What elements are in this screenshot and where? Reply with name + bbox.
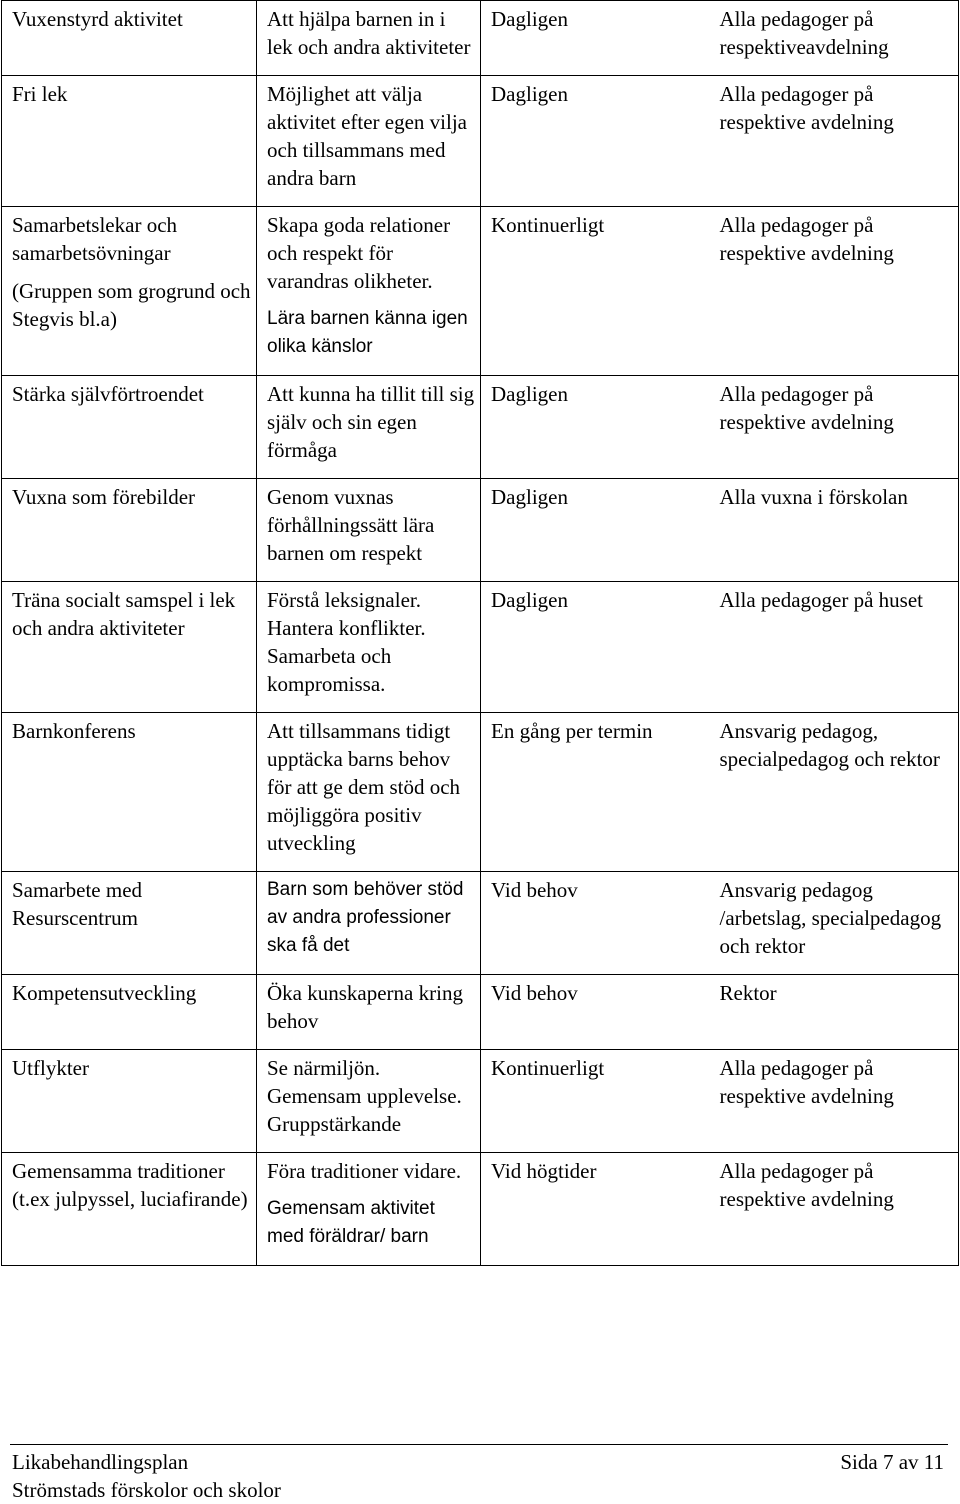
cell-activity-text: Barnkonferens: [12, 719, 136, 743]
cell-goal: [257, 1, 481, 76]
cell-responsible: [720, 376, 959, 479]
cell-responsible-text: Alla pedagoger på respektive avdelning: [719, 382, 894, 434]
cell-goal: [257, 582, 481, 713]
cell-goal: [257, 376, 481, 479]
cell-goal-text: Lära barnen känna igen olika känslor: [267, 308, 468, 357]
cell-activity-text: Samarbete med Resurscentrum: [12, 878, 143, 930]
footer-page-number: Sida 7 av 11: [840, 1450, 944, 1474]
cell-frequency: [481, 376, 720, 479]
cell-frequency: [481, 207, 720, 376]
cell-responsible: [720, 713, 959, 872]
cell-goal-text: Förstå leksignaler. Hantera konflikter. Samarbeta och kompromissa.: [267, 588, 426, 696]
cell-goal: [257, 479, 481, 582]
cell-activity: [2, 376, 257, 479]
cell-responsible: [720, 207, 959, 376]
cell-responsible: [720, 1050, 959, 1153]
cell-activity: [2, 207, 257, 376]
table-row: [2, 1153, 959, 1266]
cell-goal-text: Öka kunskaperna kring behov: [267, 981, 463, 1033]
footer-left: [12, 1448, 281, 1504]
table-row: [2, 1050, 959, 1153]
cell-frequency-text: Dagligen: [491, 382, 568, 406]
cell-responsible-text: Ansvarig pedagog, specialpedagog och rektor: [719, 719, 940, 771]
cell-frequency-text: En gång per termin: [491, 719, 653, 743]
cell-goal: [257, 1153, 481, 1266]
table-row: [2, 376, 959, 479]
cell-goal: [257, 1050, 481, 1153]
cell-activity-text: Utflykter: [12, 1056, 89, 1080]
table-row: [2, 76, 959, 207]
footer-organization: Strömstads förskolor och skolor: [12, 1478, 281, 1502]
cell-frequency-text: Dagligen: [491, 485, 568, 509]
table-row: [2, 207, 959, 376]
cell-responsible-text: Alla pedagoger på respektive avdelning: [719, 82, 894, 134]
cell-goal-text: Föra traditioner vidare.: [267, 1159, 462, 1183]
cell-goal-text: Genom vuxnas förhållningssätt lära barnen om respekt: [267, 485, 435, 565]
cell-activity-text: Stärka självförtroendet: [12, 382, 204, 406]
cell-responsible-text: Alla pedagoger på respektive avdelning: [719, 1056, 894, 1108]
cell-responsible-text: Rektor: [719, 981, 777, 1005]
cell-goal: [257, 76, 481, 207]
cell-frequency: [481, 582, 720, 713]
cell-responsible: [720, 975, 959, 1050]
cell-frequency-text: Kontinuerligt: [491, 1056, 605, 1080]
cell-activity: [2, 1050, 257, 1153]
cell-frequency: [481, 1050, 720, 1153]
cell-activity: [2, 713, 257, 872]
cell-frequency-text: Vid behov: [491, 981, 578, 1005]
cell-goal: [257, 872, 481, 975]
cell-goal-text: Gemensam aktivitet med föräldrar/ barn: [267, 1198, 435, 1247]
cell-goal-text: Att kunna ha tillit till sig själv och sin egen förmåga: [267, 382, 475, 462]
cell-responsible-text: Alla pedagoger på respektive avdelning: [719, 213, 894, 265]
cell-goal-text: Att hjälpa barnen in i lek och andra aktiviteter: [267, 7, 471, 59]
cell-responsible: [720, 479, 959, 582]
footer-document-title: Likabehandlingsplan: [12, 1450, 189, 1474]
cell-frequency-text: Dagligen: [491, 7, 568, 31]
table-row: [2, 479, 959, 582]
cell-frequency-text: Dagligen: [491, 588, 568, 612]
cell-frequency-text: Vid behov: [491, 878, 578, 902]
cell-activity-text: Träna socialt samspel i lek och andra aktiviteter: [12, 588, 236, 640]
cell-activity: [2, 975, 257, 1050]
cell-frequency: [481, 1, 720, 76]
cell-frequency: [481, 479, 720, 582]
cell-responsible-text: Alla vuxna i förskolan: [719, 485, 908, 509]
cell-goal-text: Möjlighet att välja aktivitet efter egen vilja och tillsammans med andra barn: [267, 82, 467, 190]
cell-activity: [2, 1153, 257, 1266]
cell-frequency-text: Dagligen: [491, 82, 568, 106]
table-row: [2, 975, 959, 1050]
table-row: [2, 1, 959, 76]
cell-frequency: [481, 76, 720, 207]
cell-activity: [2, 872, 257, 975]
cell-responsible: [720, 76, 959, 207]
table-row: [2, 582, 959, 713]
activity-table: [1, 0, 959, 1266]
cell-activity-text: Vuxenstyrd aktivitet: [12, 7, 183, 31]
cell-responsible: [720, 872, 959, 975]
cell-goal: [257, 713, 481, 872]
cell-frequency-text: Kontinuerligt: [491, 213, 605, 237]
cell-responsible: [720, 1, 959, 76]
table-row: [2, 713, 959, 872]
cell-activity-text: Gemensamma traditioner (t.ex julpyssel, luciafirande): [12, 1159, 248, 1211]
cell-activity: [2, 1, 257, 76]
cell-goal: [257, 975, 481, 1050]
cell-responsible: [720, 582, 959, 713]
cell-goal-text: Skapa goda relationer och respekt för varandras olikheter.: [267, 213, 451, 293]
cell-responsible-text: Ansvarig pedagog /arbetslag, specialpedagog och rektor: [719, 878, 942, 958]
cell-goal: [257, 207, 481, 376]
footer-divider: [10, 1444, 948, 1445]
cell-activity-text: (Gruppen som grogrund och Stegvis bl.a): [12, 279, 251, 331]
cell-frequency: [481, 713, 720, 872]
cell-responsible: [720, 1153, 959, 1266]
cell-frequency: [481, 975, 720, 1050]
cell-activity: [2, 582, 257, 713]
cell-activity-text: Vuxna som förebilder: [12, 485, 196, 509]
cell-activity: [2, 479, 257, 582]
cell-activity: [2, 76, 257, 207]
cell-responsible-text: Alla pedagoger på respektive avdelning: [719, 1159, 894, 1211]
table-row: [2, 872, 959, 975]
cell-responsible-text: Alla pedagoger på huset: [719, 588, 924, 612]
cell-responsible-text: Alla pedagoger på respektiveavdelning: [719, 7, 889, 59]
cell-activity-text: Samarbetslekar och samarbetsövningar: [12, 213, 178, 265]
activity-table-body: [2, 1, 959, 1266]
cell-activity-text: Kompetensutveckling: [12, 981, 197, 1005]
cell-goal-text: Att tillsammans tidigt upptäcka barns behov för att ge dem stöd och möjliggöra positiv utveckling: [267, 719, 461, 855]
cell-frequency-text: Vid högtider: [491, 1159, 597, 1183]
cell-frequency: [481, 1153, 720, 1266]
cell-frequency: [481, 872, 720, 975]
cell-activity-text: Fri lek: [12, 82, 68, 106]
cell-goal-text: Se närmiljön. Gemensam upplevelse. Gruppstärkande: [267, 1056, 462, 1136]
cell-goal-text: Barn som behöver stöd av andra professioner ska få det: [267, 879, 464, 956]
